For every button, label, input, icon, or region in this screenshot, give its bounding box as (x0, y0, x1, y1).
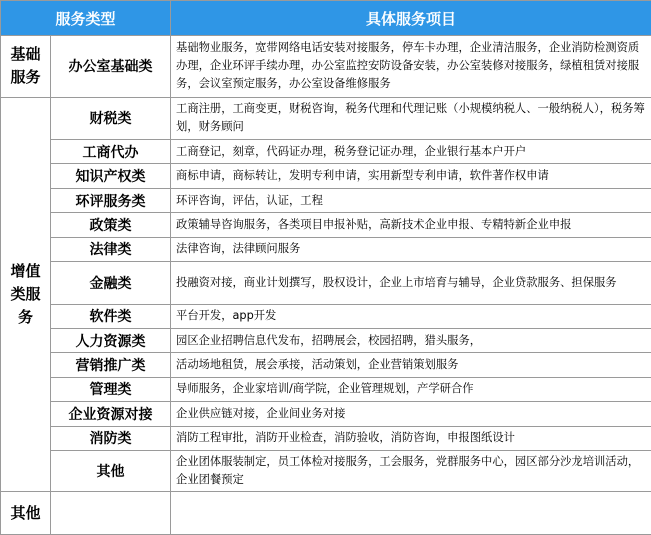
table-row (1, 213, 651, 237)
category-cell: 政策类 (51, 213, 171, 237)
table-row (1, 140, 651, 164)
items-cell: 平台开发，app开发 (171, 304, 651, 328)
items-cell: 企业供应链对接，企业间业务对接 (171, 402, 651, 426)
category-cell: 财税类 (51, 97, 171, 139)
header-service-type: 服务类型 (1, 1, 171, 36)
category-cell: 企业资源对接 (51, 402, 171, 426)
items-cell: 政策辅导咨询服务，各类项目申报补贴，高新技术企业申报、专精特新企业申报 (171, 213, 651, 237)
items-cell: 基础物业服务，宽带网络电话安装对接服务，停车卡办理，企业清洁服务，企业消防检测资质办理，企业环评手续办理，办公室监控安防设备安装，办公室装修对接服务，绿植租赁对接服务，会议室预定服务，办公室设备维修服务 (171, 36, 651, 98)
table-row (1, 304, 651, 328)
items-cell: 导师服务，企业家培训/商学院，企业管理规划，产学研合作 (171, 377, 651, 401)
category-cell: 环评服务类 (51, 188, 171, 212)
items-cell: 活动场地租赁，展会承接，活动策划，企业营销策划服务 (171, 353, 651, 377)
table-row (1, 402, 651, 426)
group-other: 其他 (1, 492, 51, 535)
category-cell: 人力资源类 (51, 328, 171, 352)
header-service-items: 具体服务项目 (171, 1, 651, 36)
table-row (1, 237, 651, 261)
table-row (1, 97, 651, 139)
table-row (1, 492, 651, 535)
category-cell (51, 492, 171, 535)
category-cell: 金融类 (51, 262, 171, 304)
category-cell: 其他 (51, 450, 171, 491)
table-row (1, 353, 651, 377)
table-header-row (1, 1, 651, 36)
items-cell: 园区企业招聘信息代发布，招聘展会，校园招聘，猎头服务， (171, 328, 651, 352)
category-cell: 软件类 (51, 304, 171, 328)
category-cell: 消防类 (51, 426, 171, 450)
items-cell (171, 492, 651, 535)
table-row (1, 262, 651, 304)
table-row (1, 328, 651, 352)
table-row (1, 426, 651, 450)
items-cell: 环评咨询，评估，认证，工程 (171, 188, 651, 212)
items-cell: 商标申请，商标转让，发明专利申请，实用新型专利申请，软件著作权申请 (171, 164, 651, 188)
items-cell: 工商登记，刻章，代码证办理，税务登记证办理，企业银行基本户开户 (171, 140, 651, 164)
table-row (1, 377, 651, 401)
items-cell: 法律咨询，法律顾问服务 (171, 237, 651, 261)
table-row (1, 450, 651, 491)
category-cell: 管理类 (51, 377, 171, 401)
table-row (1, 188, 651, 212)
table-row (1, 164, 651, 188)
items-cell: 工商注册，工商变更，财税咨询，税务代理和代理记账（小规模纳税人、一般纳税人），税务筹划，财务顾问 (171, 97, 651, 139)
items-cell: 企业团体服装制定，员工体检对接服务，工会服务，党群服务中心，园区部分沙龙培训活动，企业团餐预定 (171, 450, 651, 491)
category-cell: 工商代办 (51, 140, 171, 164)
category-cell: 法律类 (51, 237, 171, 261)
group-basic-services: 基础服务 (1, 36, 51, 98)
category-cell: 知识产权类 (51, 164, 171, 188)
table-row (1, 36, 651, 98)
category-cell: 营销推广类 (51, 353, 171, 377)
items-cell: 消防工程审批，消防开业检查，消防验收，消防咨询，申报图纸设计 (171, 426, 651, 450)
items-cell: 投融资对接，商业计划撰写，股权设计，企业上市培育与辅导，企业贷款服务、担保服务 (171, 262, 651, 304)
group-value-added-services: 增值类服务 (1, 97, 51, 492)
category-cell: 办公室基础类 (51, 36, 171, 98)
